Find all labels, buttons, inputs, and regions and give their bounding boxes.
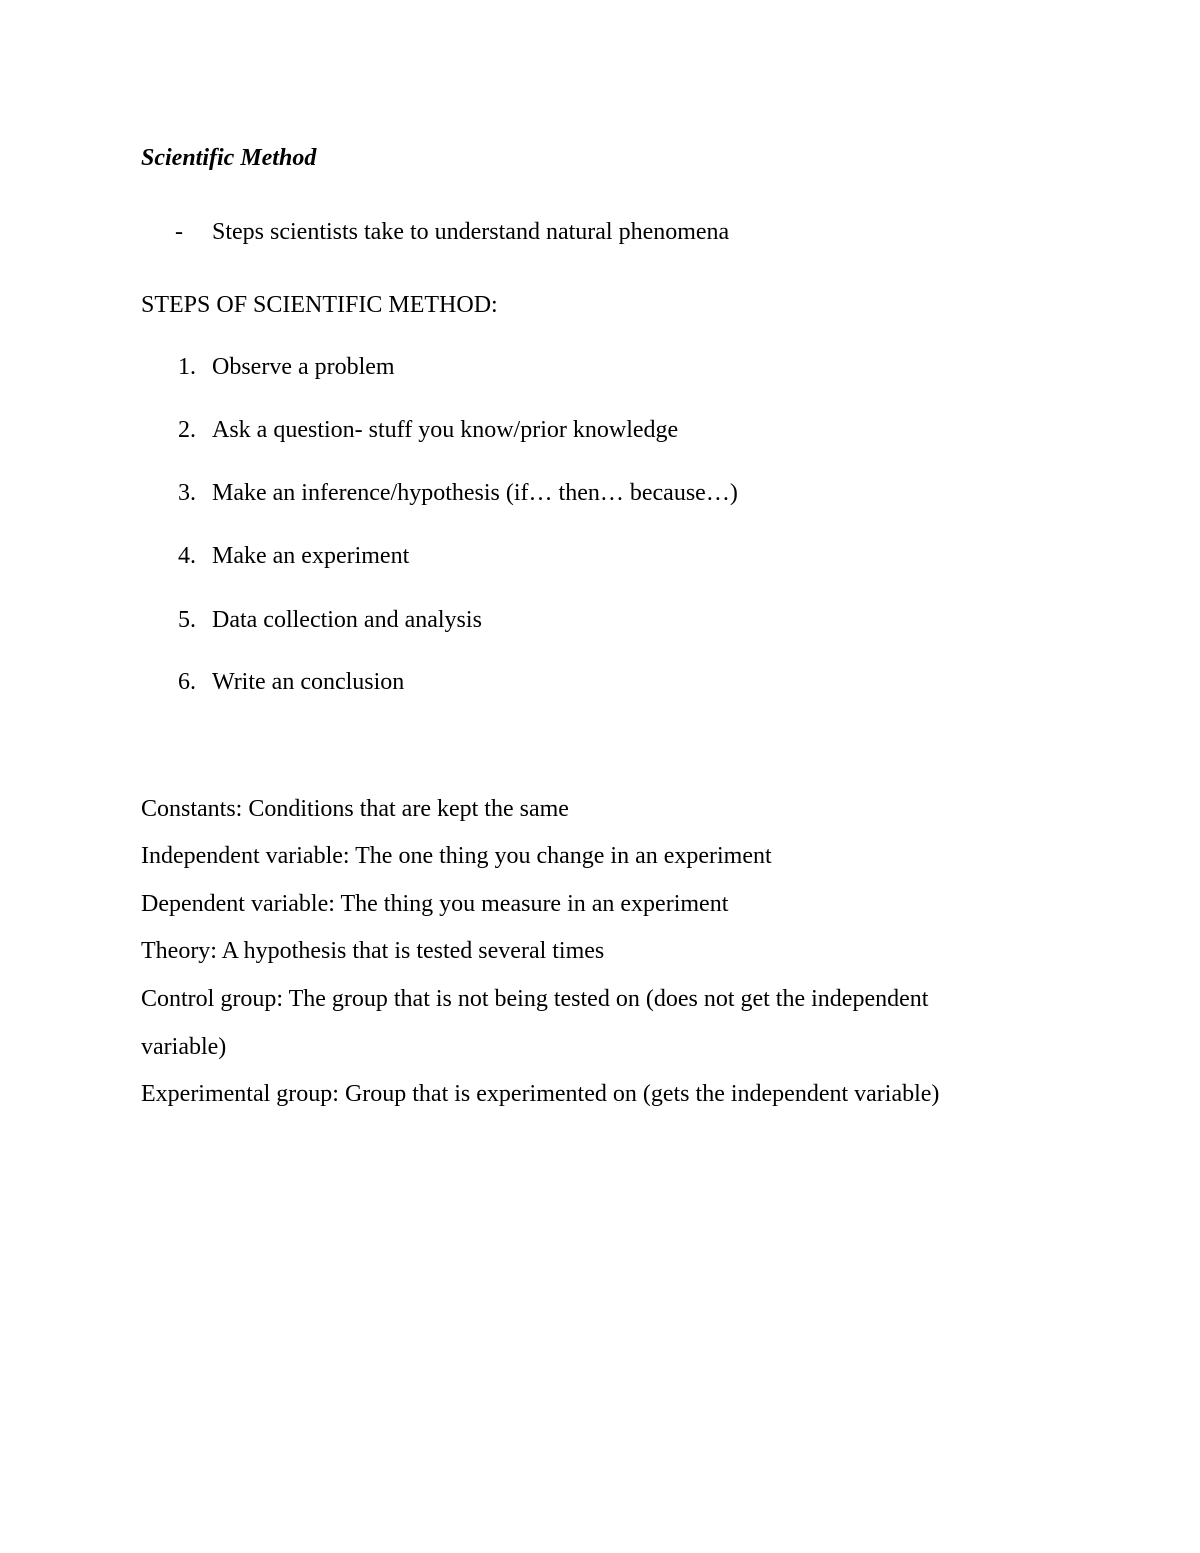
document-title: Scientific Method — [141, 145, 317, 171]
step-number: 4. — [178, 543, 196, 569]
term-control-group: Control group: The group that is not being tested on (does not get the independent — [141, 986, 929, 1012]
step-text: Data collection and analysis — [212, 607, 482, 633]
step-number: 3. — [178, 480, 196, 506]
step-number: 5. — [178, 607, 196, 633]
definition-text: Steps scientists take to understand natural phenomena — [212, 219, 730, 245]
term-theory: Theory: A hypothesis that is tested several times — [141, 938, 605, 964]
step-text: Observe a problem — [212, 354, 395, 380]
step-text: Make an experiment — [212, 543, 410, 569]
step-number: 2. — [178, 417, 196, 443]
term-constants: Constants: Conditions that are kept the same — [141, 796, 569, 822]
term-experimental-group: Experimental group: Group that is experimented on (gets the independent variable) — [141, 1081, 940, 1107]
steps-heading: STEPS OF SCIENTIFIC METHOD: — [141, 292, 498, 318]
term-independent-variable: Independent variable: The one thing you change in an experiment — [141, 843, 772, 869]
step-text: Write an conclusion — [212, 669, 405, 695]
term-control-group-continued: variable) — [141, 1034, 227, 1060]
term-dependent-variable: Dependent variable: The thing you measure in an experiment — [141, 891, 729, 917]
step-number: 6. — [178, 669, 196, 695]
step-number: 1. — [178, 354, 196, 380]
bullet-dash: - — [175, 219, 183, 245]
step-text: Ask a question- stuff you know/prior knowledge — [212, 417, 679, 443]
step-text: Make an inference/hypothesis (if… then… because…) — [212, 480, 738, 506]
